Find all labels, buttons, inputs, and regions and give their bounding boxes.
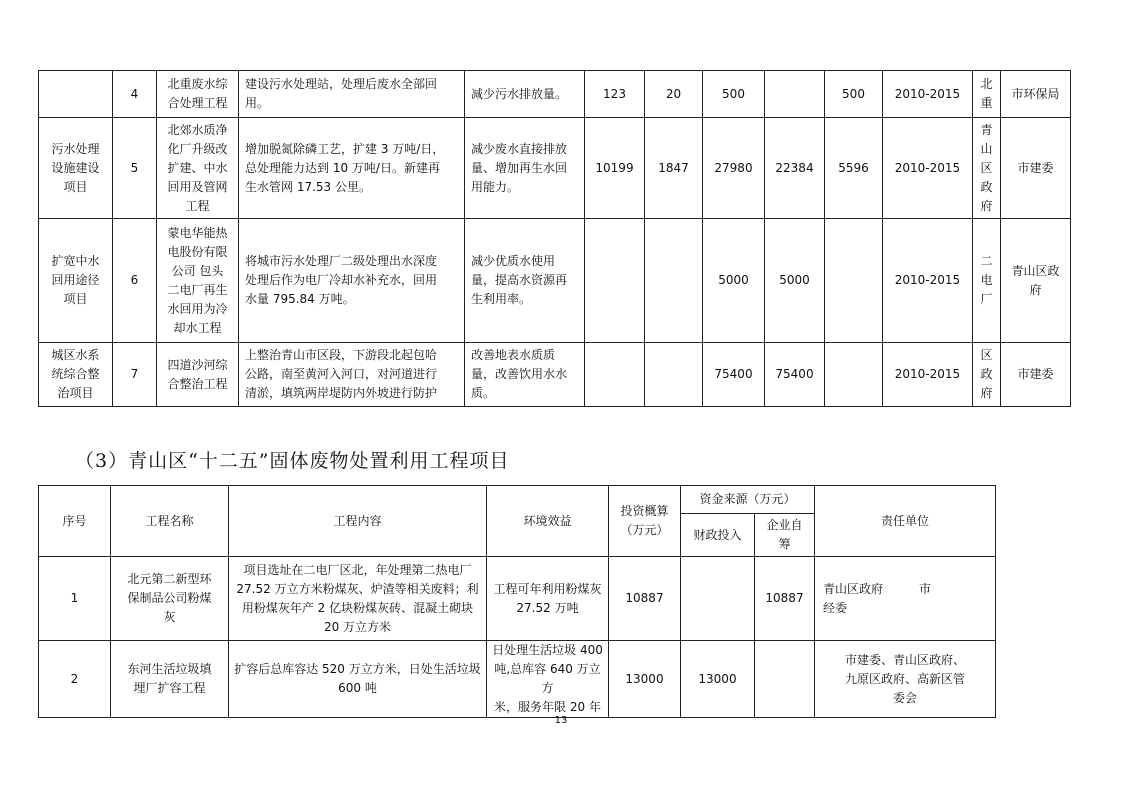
project-name-cell: 北重废水综 合处理工程 xyxy=(157,71,239,118)
value-cell: 27980 xyxy=(703,118,765,219)
column-header: 企业自 筹 xyxy=(755,514,815,557)
responsible-dept-cell: 青山区政 府 xyxy=(1001,219,1071,343)
number-cell: 2 xyxy=(39,641,111,718)
table-row xyxy=(39,641,996,718)
value-cell: 22384 xyxy=(765,118,825,219)
environmental-benefit-cell: 日处理生活垃圾 400 吨,总库容 640 万立方 米，服务年限 20 年 xyxy=(487,641,609,718)
table-row xyxy=(39,219,1071,343)
enterprise-funding-cell: 10887 xyxy=(755,557,815,641)
value-cell: 75400 xyxy=(703,343,765,407)
value-cell xyxy=(825,343,883,407)
value-cell: 20 xyxy=(645,71,703,118)
period-cell: 2010-2015 xyxy=(883,219,973,343)
period-cell: 2010-2015 xyxy=(883,71,973,118)
page-number: 13 xyxy=(554,715,568,726)
investment-cell: 10887 xyxy=(609,557,681,641)
number-cell: 5 xyxy=(113,118,157,219)
category-cell: 污水处理 设施建设 项目 xyxy=(39,118,113,219)
column-header: 工程名称 xyxy=(111,486,229,557)
table-row xyxy=(39,343,1071,407)
fiscal-input-cell: 13000 xyxy=(681,641,755,718)
value-cell: 500 xyxy=(825,71,883,118)
responsible-dept-cell: 市建委 xyxy=(1001,118,1071,219)
category-cell xyxy=(39,71,113,118)
column-header: 资金来源（万元） xyxy=(681,486,815,514)
project-content-cell: 将城市污水处理厂二级处理出水深度 处理后作为电厂冷却水补充水，回用 水量 795.84 万吨。 xyxy=(239,219,465,343)
value-cell: 1847 xyxy=(645,118,703,219)
category-cell: 扩宽中水 回用途径 项目 xyxy=(39,219,113,343)
environmental-benefit-cell: 工程可年利用粉煤灰 27.52 万吨 xyxy=(487,557,609,641)
project-name-cell: 蒙电华能热 电股份有限 公司 包头 二电厂再生 水回用为冷 却水工程 xyxy=(157,219,239,343)
value-cell: 10199 xyxy=(585,118,645,219)
value-cell xyxy=(585,219,645,343)
responsible-dept-cell: 青山区政府 市 经委 xyxy=(815,557,996,641)
value-cell xyxy=(765,71,825,118)
value-cell: 5000 xyxy=(765,219,825,343)
project-content-cell: 上整治青山市区段，下游段北起包哈 公路，南至黄河入河口，对河道进行 清淤，填筑两岸堤防内外坡进行防护 xyxy=(239,343,465,407)
number-cell: 4 xyxy=(113,71,157,118)
water-projects-table xyxy=(38,70,1071,407)
environmental-benefit-cell: 减少优质水使用 量，提高水资源再 生利用率。 xyxy=(465,219,585,343)
value-cell: 5000 xyxy=(703,219,765,343)
project-content-cell: 项目选址在二电厂区北，年处理第二热电厂 27.52 万立方米粉煤灰、炉渣等相关废料；利 用粉煤灰年产 2 亿块粉煤灰砖、混凝土砌块 20 万立方米 xyxy=(229,557,487,641)
column-header: 投资概算 （万元） xyxy=(609,486,681,557)
header-row xyxy=(39,486,996,514)
period-cell: 2010-2015 xyxy=(883,343,973,407)
environmental-benefit-cell: 减少废水直接排放 量、增加再生水回 用能力。 xyxy=(465,118,585,219)
period-cell: 2010-2015 xyxy=(883,118,973,219)
value-cell xyxy=(585,343,645,407)
project-content-cell: 增加脱氮除磷工艺，扩建 3 万吨/日， 总处理能力达到 10 万吨/日。新建再 生水管网 17.53 公里。 xyxy=(239,118,465,219)
column-header: 序号 xyxy=(39,486,111,557)
responsible-dept-cell: 市建委 xyxy=(1001,343,1071,407)
implementing-unit-cell: 北 重 xyxy=(973,71,1001,118)
project-content-cell: 建设污水处理站，处理后废水全部回 用。 xyxy=(239,71,465,118)
enterprise-funding-cell xyxy=(755,641,815,718)
project-name-cell: 北元第二新型环 保制品公司粉煤 灰 xyxy=(111,557,229,641)
table-row xyxy=(39,557,996,641)
number-cell: 7 xyxy=(113,343,157,407)
implementing-unit-cell: 二 电 厂 xyxy=(973,219,1001,343)
section-title: （3）青山区“十二五”固体废物处置利用工程项目 xyxy=(75,450,510,472)
implementing-unit-cell: 区 政 府 xyxy=(973,343,1001,407)
project-name-cell: 东河生活垃圾填 埋厂扩容工程 xyxy=(111,641,229,718)
project-content-cell: 扩容后总库容达 520 万立方米，日处生活垃圾 600 吨 xyxy=(229,641,487,718)
category-cell: 城区水系 统综合整 治项目 xyxy=(39,343,113,407)
implementing-unit-cell: 青 山 区 政 府 xyxy=(973,118,1001,219)
project-name-cell: 四道沙河综 合整治工程 xyxy=(157,343,239,407)
environmental-benefit-cell: 减少污水排放量。 xyxy=(465,71,585,118)
column-header: 工程内容 xyxy=(229,486,487,557)
value-cell xyxy=(645,219,703,343)
value-cell: 500 xyxy=(703,71,765,118)
investment-cell: 13000 xyxy=(609,641,681,718)
column-header: 环境效益 xyxy=(487,486,609,557)
value-cell: 5596 xyxy=(825,118,883,219)
table-row xyxy=(39,71,1071,118)
value-cell: 123 xyxy=(585,71,645,118)
value-cell xyxy=(645,343,703,407)
table-row xyxy=(39,118,1071,219)
responsible-dept-cell: 市环保局 xyxy=(1001,71,1071,118)
responsible-dept-cell: 市建委、青山区政府、 九原区政府、高新区管 委会 xyxy=(815,641,996,718)
column-header: 财政投入 xyxy=(681,514,755,557)
number-cell: 1 xyxy=(39,557,111,641)
number-cell: 6 xyxy=(113,219,157,343)
solid-waste-projects-table xyxy=(38,485,996,718)
column-header: 责任单位 xyxy=(815,486,996,557)
value-cell xyxy=(825,219,883,343)
value-cell: 75400 xyxy=(765,343,825,407)
fiscal-input-cell xyxy=(681,557,755,641)
environmental-benefit-cell: 改善地表水质质 量，改善饮用水水 质。 xyxy=(465,343,585,407)
project-name-cell: 北郊水质净 化厂升级改 扩建、中水 回用及管网 工程 xyxy=(157,118,239,219)
